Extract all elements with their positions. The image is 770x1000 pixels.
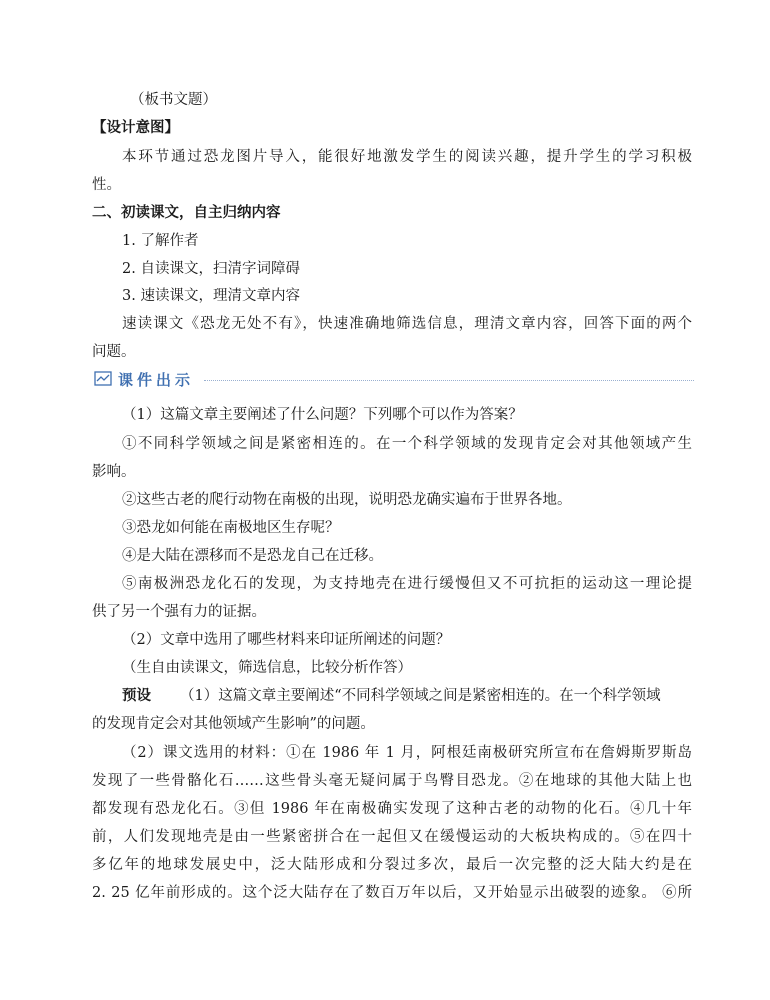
option-3: ③恐龙如何能在南极地区生存呢？ [122,520,340,536]
preset-answer-2: （2）课文选用的材料：①在 1986 年 1 月，阿根廷南极研究所宣布在詹姆斯罗斯岛 [122,745,692,761]
courseware-section-bar [94,369,694,391]
step-3: 3. 速读课文，理清文章内容 [122,288,300,304]
option-5-cont: 供了另一个强有力的证据。 [92,604,266,620]
board-title-note: （板书文题） [130,92,217,108]
section-heading-2: 二、初读课文，自主归纳内容 [92,205,281,221]
step-3-instructions-cont: 问题。 [92,344,136,360]
option-2: ②这些古老的爬行动物在南极的出现，说明恐龙确实遍布于世界各地。 [122,492,572,508]
student-activity-note: （生自由读课文，筛选信息，比较分析作答） [122,660,412,676]
step-2: 2. 自读课文，扫清字词障碍 [122,261,300,277]
preset-answer-2-cont-2: 都发现有恐龙化石。③但 1986 年在南极确实发现了这种古老的动物的化石。④几十年 [92,801,692,817]
design-intent-text-cont: 性。 [92,177,121,193]
preset-answer-1: （1）这篇文章主要阐述“不同科学领域之间是紧密相连的。在一个科学领域 [180,688,661,704]
step-3-instructions: 速读课文《恐龙无处不有》，快速准确地筛选信息，理清文章内容，回答下面的两个 [122,316,692,332]
step-1: 1. 了解作者 [122,233,199,249]
preset-answer-2-cont-3: 前，人们发现地壳是由一些紧密拼合在一起但又在缓慢运动的大板块构成的。⑤在四十 [92,829,692,845]
design-intent-heading: 【设计意图】 [92,120,179,136]
question-1: （1）这篇文章主要阐述了什么问题？下列哪个可以作为答案？ [122,407,523,423]
preset-answer-line [122,686,692,706]
option-1: ①不同科学领域之间是紧密相连的。在一个科学领域的发现肯定会对其他领域产生 [122,436,692,452]
preset-answer-2-cont-4: 多亿年的地球发展史中，泛大陆形成和分裂过多次，最后一次完整的泛大陆大约是在 [92,857,692,873]
courseware-section-title: 课件出示 [118,371,195,389]
preset-answer-2-cont-1: 发现了一些骨骼化石……这些骨头毫无疑问属于鸟臀目恐龙。②在地球的其他大陆上也 [92,773,692,789]
preset-answer-2-cont-5: 2. 25 亿年前形成的。这个泛大陆存在了数百万年以后，又开始显示出破裂的迹象。 ⑥所 [92,885,692,901]
preset-label: 预设 [122,688,151,704]
option-5: ⑤南极洲恐龙化石的发现，为支持地壳在进行缓慢但又不可抗拒的运动这一理论提 [122,576,692,592]
preset-answer-1-cont: 的发现肯定会对其他领域产生影响”的问题。 [92,716,375,732]
option-4: ④是大陆在漂移而不是恐龙自己在迁移。 [122,548,383,564]
design-intent-text: 本环节通过恐龙图片导入，能很好地激发学生的阅读兴趣，提升学生的学习积极 [122,149,692,165]
option-1-cont: 影响。 [92,464,136,480]
courseware-chart-icon [94,371,112,387]
section-divider [204,380,694,381]
question-2: （2）文章中选用了哪些材料来印证所阐述的问题？ [122,632,451,648]
